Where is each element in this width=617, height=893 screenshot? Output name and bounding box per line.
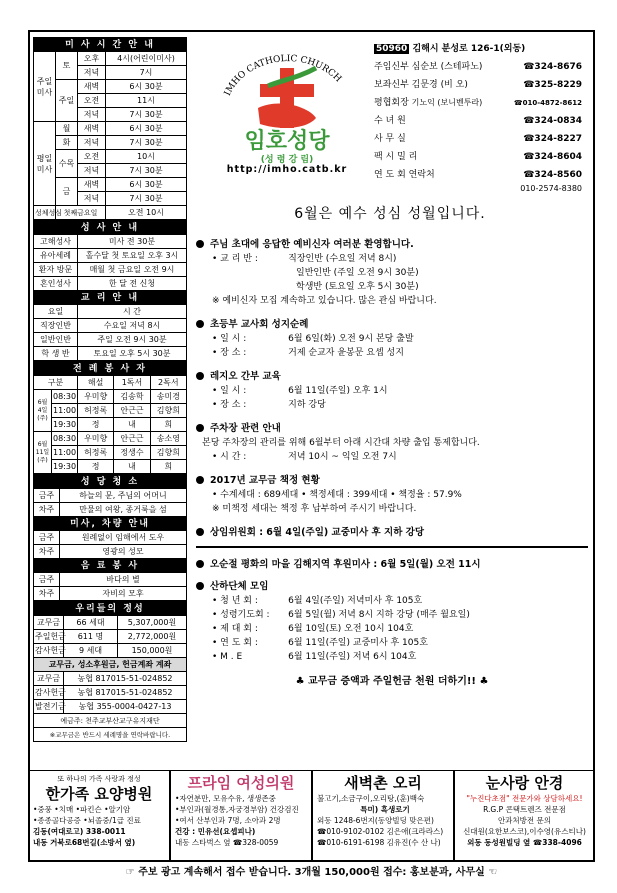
ad-line: "누진다초점" 전문가와 상담하세요! (466, 794, 583, 803)
sunday-group-label: 주일미사 (34, 52, 56, 122)
bullet-icon (196, 528, 204, 536)
contact-phone: ☎324-8227 (523, 134, 582, 144)
serve-title: 전 례 봉 사 자 (34, 362, 187, 376)
offer-cell: 감사헌금 (34, 644, 64, 658)
offer-title: 우리들의 정성 (34, 602, 187, 616)
section-title: 상임위원회 : 6월 4일(주일) 교중미사 후 지하 강당 (210, 527, 425, 538)
bullet-icon (196, 582, 204, 590)
bullet-icon (196, 320, 204, 328)
contact-role: 평협회장 (374, 98, 409, 108)
day-label: 수목 (56, 150, 78, 178)
mass-cell: 7시 (106, 66, 187, 80)
lunch-title: 미사, 차량 안내 (34, 517, 187, 531)
mass-cell: 저녁 (78, 108, 106, 122)
label: 일 시 : (220, 334, 247, 344)
ad-name: 한가족 요양병원 (45, 785, 153, 803)
label: 장 소 : (220, 400, 247, 410)
ad-line: •종종골다공증 •뇌졸중/1급 진료 (33, 816, 141, 825)
edu-title: 교 리 안 내 (34, 291, 187, 305)
edu-head: 요일 (34, 305, 78, 319)
bullet-icon (196, 372, 204, 380)
section-legio: 레지오 간부 교육 • 일 시 : 6월 11일(주일) 오후 1시 • 장 소 : 지하 강당 (196, 368, 588, 412)
sac-cell: 유아세례 (34, 249, 78, 263)
ad-line: 외동 1248-6번지(동양빌딩 맞은편) (317, 816, 434, 825)
month-title: 6월은 예수 성심 성월입니다. (294, 206, 486, 222)
section-title: 2017년 교무금 책정 현황 (210, 475, 320, 486)
ad-line: 내동 거북로68번길(소방서 옆) (33, 838, 136, 847)
offer-cell: 150,000원 (118, 644, 187, 658)
ad-name: 프라임 여성의원 (187, 774, 295, 792)
section-committee (196, 524, 588, 538)
bullet-icon (196, 424, 204, 432)
sun-label: 주일 (56, 80, 78, 122)
note: ※ 미책정 세대는 책정 후 납부하여 주시기 바랍니다. (212, 504, 417, 514)
bullet-icon (196, 476, 204, 484)
section-parking: 주차장 관련 안내 본당 주차장의 관리를 위해 6월부터 아래 시간대 차량 출입 통제합니다. • 시 간 : 저녁 10시 ~ 익일 오전 7시 (196, 420, 588, 464)
serve-cell: 허정록 (78, 404, 114, 418)
duty-table (33, 474, 187, 601)
ad-optician (454, 770, 595, 862)
logo-arc-text: IMHO CATHOLIC CHURCH (222, 54, 344, 98)
ad-line: ☎010-6191-6198 김유진(수 산 나) (317, 838, 441, 847)
contact-phone: ☎324-8676 (523, 62, 582, 72)
bank-cell: 농협 817015-51-024852 (64, 686, 187, 700)
duty-cell: 금주 (34, 531, 60, 545)
ads-row (28, 770, 595, 862)
sat-label: 토 (56, 52, 78, 80)
contact-row (374, 130, 586, 148)
serve-cell: 19:30 (52, 418, 78, 432)
ad-line: 건강 : 민유선(요셉피나) (175, 827, 256, 836)
serve-cell: 11:00 (52, 404, 78, 418)
sac-cell: 미사 전 30분 (78, 235, 187, 249)
offer-cell: 교무금 (34, 616, 64, 630)
serve-cell: 우미향 (78, 432, 114, 446)
offer-cell: 9 세대 (64, 644, 118, 658)
section-groups: 산하단체 모임 • 청 년 회 : 6월 4일(주일) 저녁미사 후 105호 • 성령기도회 : 6월 5일(월) 저녁 8시 지하 강당 (매주 월요일) • 제 대 회 : 6월 10일(토) 오전 10시 104호 • 연 도 회 : 6월 11일(주일) 교중미사 후 105호 • M . E 6월 11일(주일) 저녁 6시 104호 (196, 578, 588, 664)
ad-line: 내동 스타벅스 옆 ☎328-0059 (175, 838, 279, 847)
mass-cell: 오전 (128, 207, 144, 217)
note: ※ 예비신자 모집 계속하고 있습니다. 많은 관심 바랍니다. (212, 296, 437, 306)
duty-cell: 차주 (34, 587, 60, 601)
section-support-mass (196, 556, 588, 570)
contact-phone: ☎324-8604 (523, 152, 582, 162)
contact-role: 팩 시 밀 리 (374, 152, 418, 162)
duty-cell: 차주 (34, 503, 60, 517)
bank-cell: 농협 817015-51-024852 (64, 672, 187, 686)
section-title: 오순절 평화의 마을 김해지역 후원미사 : 6월 5일(월) 오전 11시 (210, 559, 481, 570)
ad-line: 불고기,소금구이,오리탕,(훈)백숙 (317, 794, 425, 803)
church-subtitle: (성 령 강 림) (260, 155, 314, 165)
section-dues (196, 472, 588, 516)
ad-restaurant (312, 770, 454, 862)
church-url: http://imho.catb.kr (226, 164, 348, 175)
sac-cell: 혼인성사 (34, 277, 78, 291)
sac-cell: 고해성사 (34, 235, 78, 249)
value: 저녁 10시 ~ 익일 오전 7시 (288, 452, 397, 462)
section-title: 주차장 관련 안내 (210, 423, 281, 434)
contact-row (374, 94, 586, 112)
edu-cell: 주일 오전 9시 30분 (78, 333, 187, 347)
label: 제 대 회 : (220, 624, 258, 634)
label: 시 간 : (220, 452, 247, 462)
section-title: 주님 초대에 응답한 예비신자 여러분 환영합니다. (210, 239, 414, 250)
serve-cell: 송미경 (150, 390, 186, 404)
section-title: 초등부 교사회 성지순례 (210, 319, 309, 330)
sac-cell: 홀수달 첫 토요일 오후 3시 (78, 249, 187, 263)
mass-cell: 저녁 (78, 136, 106, 150)
edu-cell: 일반인반 (34, 333, 78, 347)
sacrament-title: 성 사 안 내 (34, 221, 187, 235)
contact-row (374, 166, 586, 184)
mass-cell: 새벽 (78, 80, 106, 94)
mass-cell: 오전 (78, 94, 106, 108)
ad-line: •중풍 •치매 •파킨슨 •알기암 (33, 805, 131, 814)
serve-cell: 정 (78, 418, 114, 432)
serve-head: 해설 (78, 376, 114, 390)
offer-cell: 611 명 (64, 630, 118, 644)
contact-info (374, 40, 586, 194)
first-fri-label: 성체성심 (34, 206, 56, 220)
church-logo (198, 38, 376, 178)
ad-line: •여서 산부인과 7명, 소아과 2명 (175, 816, 281, 825)
serve-cell: 내 (114, 418, 150, 432)
ad-line: 외동 동성원빌딩 옆 ☎338-4096 (467, 838, 582, 847)
announcements (196, 236, 588, 687)
mass-title: 미 사 시 간 안 내 (34, 38, 187, 52)
contact-phone: ☎010-4872-8612 (513, 99, 582, 107)
mass-cell: 6시 30분 (106, 178, 187, 192)
serve-cell: 08:30 (52, 390, 78, 404)
mass-cell: 오전 (78, 150, 106, 164)
label: 청 년 회 : (220, 596, 258, 606)
mass-cell: 7시 30분 (106, 136, 187, 150)
serve-cell: 김향희 (150, 404, 186, 418)
offer-cell: 5,307,000원 (118, 616, 187, 630)
mass-cell: 6시 30분 (106, 80, 187, 94)
value: 직장인반 (수요일 저녁 8시) (288, 254, 397, 264)
serve-cell: 안근근 (114, 404, 150, 418)
section-title: 레지오 간부 교육 (210, 371, 281, 382)
serve-b-label: 6월 11일(주) (34, 432, 52, 474)
duty-cell: 차주 (34, 545, 60, 559)
offer-cell: 2,772,000원 (118, 630, 187, 644)
serve-cell: 허정록 (78, 446, 114, 460)
value: 일반인반 (주일 오전 9시 30분) (296, 268, 419, 278)
section-title: 산하단체 모임 (210, 581, 269, 592)
footer-notice: ☞ 주보 광고 계속해서 접수 받습니다. 3개월 150,000원 접수: 홍보분과, 사무실 ☜ (125, 867, 498, 878)
contact-row (374, 112, 586, 130)
mass-cell: 7시 30분 (106, 164, 187, 178)
value: 거제 순교자 윤봉문 요셉 성지 (288, 348, 404, 358)
church-name: 임호성당 (244, 128, 330, 154)
value: 6월 11일(주일) 저녁 6시 104호 (288, 652, 417, 662)
contact-role: 보좌신부 (374, 80, 409, 90)
first-fri: 첫째금요일 (56, 206, 106, 220)
mass-cell: 10시 (146, 207, 164, 217)
sac-cell: 환자 방문 (34, 263, 78, 277)
bank-cell: 감사헌금 (34, 686, 64, 700)
contact-name: 김문경 (비 오) (411, 80, 468, 90)
mass-cell: 저녁 (78, 192, 106, 206)
bank-cell: 농협 355-0004-0427-13 (64, 700, 187, 714)
serve-a-label: 6월 4일(주) (34, 390, 52, 432)
serve-head: 구분 (34, 376, 78, 390)
extra-phone: 010-2574-8380 (520, 184, 582, 193)
duty-cell: 원례없이 임해에서 도우 (60, 531, 187, 545)
serve-cell: 내 (114, 460, 150, 474)
weekday-group-label: 평일미사 (34, 122, 56, 206)
duty-cell: 영광의 성모 (60, 545, 187, 559)
mass-schedule-table (33, 37, 187, 220)
ad-line: •자연분만, 모유수유, 생생존중 (175, 794, 276, 803)
ad-line: 안과처방전 문의 (497, 816, 552, 825)
label: 장 소 : (220, 348, 247, 358)
serve-cell: 안근근 (114, 432, 150, 446)
contact-name: 심순보 (스테파노) (411, 62, 483, 72)
note: 본당 주차장의 관리를 위해 6월부터 아래 시간대 차량 출입 통제합니다. (202, 438, 480, 448)
bank-title: 교무금, 성소후원금, 헌금계좌 계좌 (34, 658, 187, 672)
first-fri-time (106, 206, 187, 220)
serve-cell: 희 (150, 418, 186, 432)
edu-cell: 토요일 오후 5시 30분 (78, 347, 187, 361)
edu-cell: 학 생 반 (34, 347, 78, 361)
serve-cell: 정 (78, 460, 114, 474)
meal-title: 음 료 봉 사 (34, 559, 187, 573)
day-label: 월 (56, 122, 78, 136)
section-catechumen: 주님 초대에 응답한 예비신자 여러분 환영합니다. • 교 리 반 : 직장인반 (수요일 저녁 8시) 일반인반 (주일 오전 9시 30분) 학생반 (토요일 오후 5시 30분) ※ 예비신자 모집 계속하고 있습니다. 많은 관심 바랍니다. (196, 236, 588, 308)
mass-cell: 6시 30분 (106, 122, 187, 136)
label: 일 시 : (220, 386, 247, 396)
ad-tagline: 또 하나의 가족 사랑과 정성 (57, 775, 141, 783)
serve-cell: 김송학 (114, 390, 150, 404)
ad-hospital (28, 770, 170, 862)
mass-cell: 11시 (106, 94, 187, 108)
serve-cell: 08:30 (52, 432, 78, 446)
bank-note: 예금주: 천주교부산교구유지재단 (34, 714, 187, 728)
label: 연 도 회 : (220, 638, 258, 648)
bank-note: ※교무금은 반드시 세례명을 연락바랍니다. (34, 728, 187, 742)
serve-cell: 희 (150, 460, 186, 474)
ad-line: •부인과(월경통,자궁경부암) 건강검진 (175, 805, 299, 814)
contact-role: 연 도 회 연락처 (374, 170, 435, 180)
mass-cell: 오후 (78, 52, 106, 66)
edu-head: 시 간 (78, 305, 187, 319)
bullet-icon (196, 240, 204, 248)
bank-cell: 교무금 (34, 672, 64, 686)
value: 6월 10일(토) 오전 10시 104호 (288, 624, 414, 634)
value: 지하 강당 (288, 400, 326, 410)
duty-cell: 금주 (34, 573, 60, 587)
duty-cell: 만물의 여왕, 종거룩을 섬 (60, 503, 187, 517)
section-pilgrimage: 초등부 교사회 성지순례 • 일 시 : 6월 6일(화) 오전 9시 본당 출발 • 장 소 : 거제 순교자 윤봉문 요셉 성지 (196, 316, 588, 360)
label: 성령기도회 : (220, 610, 270, 620)
value: • 수계세대 : 689세대 • 책정세대 : 399세대 • 책정율 : 57.9% (212, 490, 462, 500)
mass-cell: 7시 30분 (106, 192, 187, 206)
mass-cell: 저녁 (78, 66, 106, 80)
serve-head: 1독서 (114, 376, 150, 390)
mass-cell: 새벽 (78, 178, 106, 192)
value: 6월 11일(주일) 오후 1시 (288, 386, 388, 396)
mass-cell: 4시(어린이미사) (106, 52, 187, 66)
contact-phone: ☎324-0834 (523, 116, 582, 126)
mass-cell: 10시 (106, 150, 187, 164)
duty-cell: 바다의 별 (60, 573, 187, 587)
label: 교 리 반 : (220, 254, 258, 264)
day-label: 금 (56, 178, 78, 206)
ad-line: 신대원(요한보스코),이수영(유스티나) (463, 827, 586, 836)
contact-row (374, 76, 586, 94)
address: 김해시 분성로 126-1(외동) (412, 44, 526, 54)
value: 6월 4일(주일) 저녁미사 후 105호 (288, 596, 423, 606)
mass-cell: 저녁 (78, 164, 106, 178)
liturgy-server-table (33, 361, 187, 474)
sac-cell: 매월 첫 금요일 오전 9시 (78, 263, 187, 277)
ad-line: R.G.P 콘택트렌즈 전문점 (483, 805, 566, 814)
bullet-icon (196, 560, 204, 568)
sacrament-table (33, 220, 187, 361)
contact-role: 사 무 실 (374, 134, 406, 144)
day-label: 화 (56, 136, 78, 150)
sidebar (33, 37, 187, 742)
sac-cell: 한 달 전 신청 (78, 277, 187, 291)
duty-cell: 하늘의 문, 주님의 어머니 (60, 489, 187, 503)
ad-line: 특미) 흑생로기 (360, 805, 410, 814)
serve-cell: 정생수 (114, 446, 150, 460)
contact-name: 기노익 (보니벤투라) (411, 98, 483, 107)
label: M . E (220, 652, 243, 662)
serve-head: 2독서 (150, 376, 186, 390)
contact-row (374, 58, 586, 76)
offer-cell: 주일헌금 (34, 630, 64, 644)
serve-cell: 송소영 (150, 432, 186, 446)
bank-cell: 발전기금 (34, 700, 64, 714)
duty-cell: 자비의 모후 (60, 587, 187, 601)
contact-role: 수 녀 원 (374, 116, 406, 126)
ad-line: 김동(여대로고) 338-0011 (33, 827, 126, 836)
value: 6월 5일(월) 저녁 8시 지하 강당 (매주 월요일) (288, 610, 470, 620)
ad-name: 새벽촌 오리 (344, 774, 422, 792)
mass-cell: 7시 30분 (106, 108, 187, 122)
ad-clinic (170, 770, 312, 862)
offering-table (33, 601, 187, 742)
closing-message: ♣ 교무금 증액과 주일헌금 천원 더하기!! ♣ (295, 676, 489, 687)
serve-cell: 11:00 (52, 446, 78, 460)
edu-cell: 직장인반 (34, 319, 78, 333)
duty-cell: 금주 (34, 489, 60, 503)
divider (196, 546, 588, 548)
ad-line: ☎010-9102-0102 김은애(크라라스) (317, 827, 444, 836)
clean-title: 성 당 청 소 (34, 475, 187, 489)
value: 6월 11일(주일) 교중미사 후 105호 (288, 638, 428, 648)
contact-role: 주임신부 (374, 62, 409, 72)
offer-cell: 66 세대 (64, 616, 118, 630)
zip-code: 50960 (376, 44, 408, 54)
mass-cell: 새벽 (78, 122, 106, 136)
serve-cell: 김향희 (150, 446, 186, 460)
contact-row (374, 148, 586, 166)
serve-cell: 19:30 (52, 460, 78, 474)
ad-name: 눈사랑 안경 (485, 774, 564, 792)
contact-phone: ☎324-8560 (523, 170, 582, 180)
value: 6월 6일(화) 오전 9시 본당 출발 (288, 334, 414, 344)
edu-cell: 수요일 저녁 8시 (78, 319, 187, 333)
value: 학생반 (토요일 오후 5시 30분) (296, 282, 419, 292)
contact-phone: ☎325-8229 (523, 80, 582, 90)
serve-cell: 우미향 (78, 390, 114, 404)
